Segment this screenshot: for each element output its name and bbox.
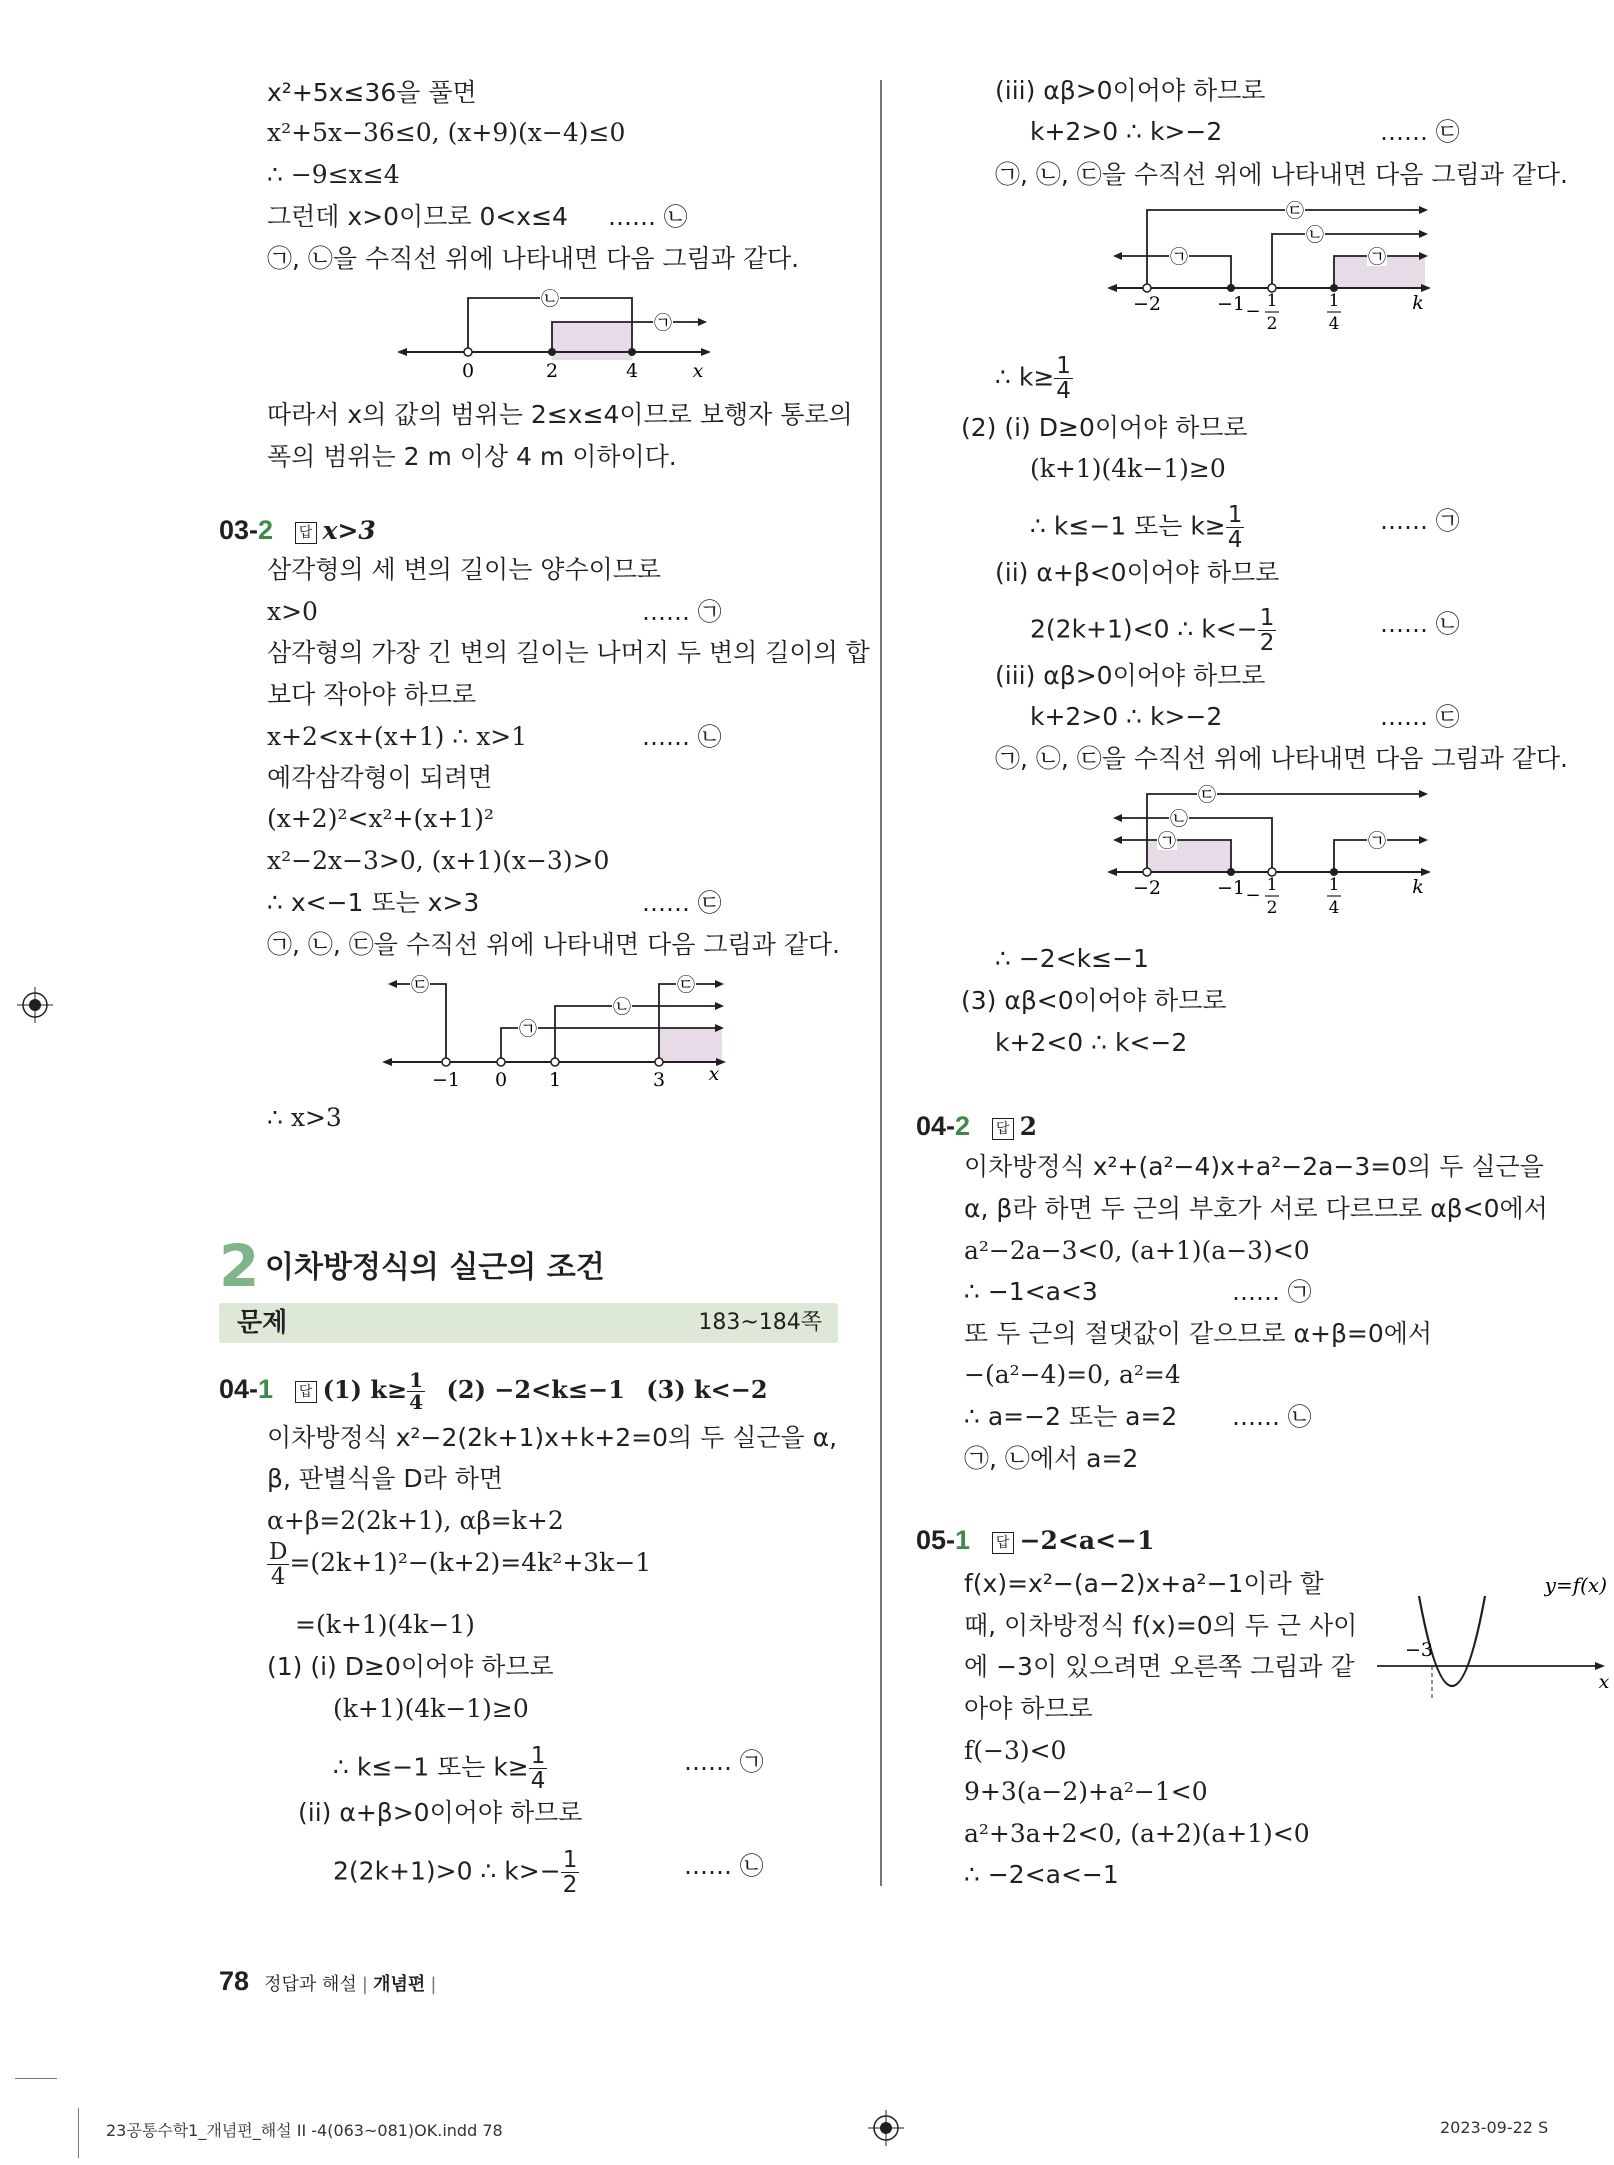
closed-point	[1227, 868, 1235, 876]
problem-number-prefix: 03-	[219, 515, 259, 545]
tick-label: 3	[652, 1069, 666, 1091]
range-label: ㉠	[1158, 831, 1176, 852]
arrow-head	[715, 1002, 724, 1010]
open-point	[655, 1058, 663, 1066]
text-line: ∴ x<−1 또는 x>3	[267, 888, 480, 917]
print-date: 2023-09-22 S	[1440, 2118, 1549, 2137]
text-line: ∴ −1<a<3	[964, 1277, 1098, 1306]
arrow-head	[388, 980, 397, 988]
range-label: ㉡	[613, 997, 631, 1018]
text-line: ∴ −2<k≤−1	[995, 944, 1149, 973]
shaded-region	[552, 322, 632, 360]
equation-text: ∴ k≥	[995, 362, 1055, 392]
banner-pages: 183~184쪽	[698, 1310, 822, 1335]
fraction-numerator: 1	[1227, 502, 1243, 528]
problem-number-03-2	[219, 514, 376, 547]
closed-point	[1227, 284, 1235, 292]
axis-right-arrow	[701, 348, 711, 356]
crop-mark	[78, 2108, 79, 2158]
text-line: 에 −3이 있으려면 오른쪽 그림과 같	[964, 1652, 1355, 1681]
range-label: ㉡	[1170, 809, 1188, 830]
tick-label-minus: −	[1245, 301, 1261, 322]
section-title: 이차방정식의 실근의 조건	[265, 1250, 605, 1285]
range-label: ㉡	[541, 289, 559, 310]
fraction	[561, 1848, 580, 1897]
print-file-info: 23공통수학1_개념편_해설 II -4(063~081)OK.indd 78	[106, 2121, 503, 2140]
axis-variable: x	[1598, 1671, 1610, 1693]
tick-label: 1	[548, 1069, 562, 1091]
arrow-head	[1113, 836, 1122, 844]
tick-label: 4	[625, 360, 639, 382]
text-line: ㉠, ㉡을 수직선 위에 나타내면 다음 그림과 같다.	[267, 244, 800, 273]
text-line: (x+2)²<x²+(x+1)²	[267, 804, 494, 833]
axis-right-arrow	[1421, 284, 1431, 292]
axis-variable: x	[692, 360, 704, 382]
text-line: 그런데 x>0이므로 0<x≤4	[267, 202, 568, 231]
range-label: ㉠	[519, 1019, 537, 1040]
text-line: (2) (i) D≥0이어야 하므로	[961, 413, 1248, 442]
tick-label-denominator: 4	[1328, 898, 1340, 918]
fraction-denominator: 2	[1259, 630, 1275, 657]
range-label: ㉡	[1306, 225, 1324, 246]
page-footer	[219, 1966, 436, 1997]
text-line: (iii) αβ>0이어야 하므로	[995, 76, 1266, 105]
text-line: x²−2x−3>0, (x+1)(x−3)>0	[267, 846, 610, 875]
answer-box-icon: 답	[295, 1381, 317, 1403]
closed-point	[628, 348, 636, 356]
tick-label-denominator: 2	[1266, 314, 1278, 334]
equation-text: 2(2k+1)<0 ∴ k<−	[1030, 614, 1258, 644]
text-line: f(−3)<0	[964, 1736, 1067, 1765]
axis-left-arrow	[1107, 284, 1117, 292]
fraction	[1226, 503, 1245, 552]
text-line: 때, 이차방정식 f(x)=0의 두 근 사이	[964, 1611, 1358, 1640]
problem-number-suffix: 2	[258, 515, 274, 545]
footer-book: 개념편	[373, 1974, 426, 1995]
equation-marker: …… ㉠	[684, 1748, 764, 1776]
range-label: ㉢	[677, 975, 695, 996]
text-line: k+2>0 ∴ k>−2	[1030, 702, 1223, 731]
tick-label-numerator: 1	[1266, 875, 1278, 895]
text-line: f(x)=x²−(a−2)x+a²−1이라 할	[964, 1569, 1324, 1598]
axis-arrow	[1595, 1662, 1605, 1670]
text-line: 예각삼각형이 되려면	[267, 763, 493, 792]
text-line: 폭의 범위는 2 m 이상 4 m 이하이다.	[267, 442, 677, 471]
footer-title: 정답과 해설	[264, 1974, 357, 1995]
banner-label: 문제	[237, 1308, 288, 1338]
number-line-figure-2	[380, 970, 730, 1092]
text-line: (1) (i) D≥0이어야 하므로	[267, 1652, 554, 1681]
range-label: ㉢	[1198, 785, 1216, 806]
shaded-region	[659, 1028, 722, 1062]
text-line: ∴ −9≤x≤4	[267, 160, 400, 189]
fraction	[407, 1370, 425, 1413]
column-divider	[880, 80, 882, 1886]
text-line: 이차방정식 x²+(a²−4)x+a²−2a−3=0의 두 실근을	[964, 1152, 1544, 1181]
tick-label: 0	[494, 1069, 508, 1091]
text-line: a²+3a+2<0, (a+2)(a+1)<0	[964, 1819, 1310, 1848]
open-point	[1143, 868, 1151, 876]
equation-marker: …… ㉡	[608, 203, 688, 231]
fraction-denominator: 4	[530, 1768, 546, 1795]
range-label: ㉠	[1170, 247, 1188, 268]
answer-text: (1) k≥	[322, 1375, 408, 1404]
problem-number-04-1	[219, 1370, 768, 1413]
text-line: x²+5x−36≤0, (x+9)(x−4)≤0	[267, 118, 626, 147]
equation-marker: …… ㉠	[1232, 1278, 1312, 1306]
problem-banner	[219, 1303, 838, 1343]
tick-label-numerator: 1	[1266, 291, 1278, 311]
arrow-head	[698, 318, 707, 326]
axis-left-arrow	[397, 348, 407, 356]
tick-label: −2	[1132, 877, 1162, 899]
text-line	[1030, 503, 1244, 552]
fraction	[529, 1744, 548, 1793]
text-line: 따라서 x의 값의 범위는 2≤x≤4이므로 보행자 통로의	[267, 400, 853, 429]
text-line	[267, 1540, 651, 1589]
arrow-head	[1419, 790, 1428, 798]
text-line: −(a²−4)=0, a²=4	[964, 1360, 1181, 1389]
answer-box-icon: 답	[992, 1532, 1014, 1554]
range-label: ㉠	[1368, 247, 1386, 268]
fraction-denominator: 4	[409, 1390, 424, 1414]
answer-box-icon: 답	[295, 522, 317, 544]
registration-mark-icon	[868, 2110, 904, 2146]
fraction-numerator: 1	[1056, 353, 1071, 379]
text-line: ㉠, ㉡, ㉢을 수직선 위에 나타내면 다음 그림과 같다.	[267, 930, 840, 959]
fraction-denominator: 4	[1056, 378, 1071, 405]
text-line: ㉠, ㉡, ㉢을 수직선 위에 나타내면 다음 그림과 같다.	[995, 744, 1568, 773]
answer-part-2: (2) −2<k≤−1	[446, 1375, 625, 1404]
axis-variable: x	[708, 1063, 720, 1085]
arrow-head	[715, 980, 724, 988]
text-line: 또 두 근의 절댓값이 같으므로 α+β=0에서	[964, 1319, 1433, 1348]
text-line: (3) αβ<0이어야 하므로	[961, 986, 1227, 1015]
text-line: 아야 하므로	[964, 1694, 1093, 1723]
tick-label: −1	[1216, 293, 1246, 315]
equation-marker: …… ㉡	[1380, 610, 1460, 638]
crop-mark	[15, 2078, 57, 2079]
problem-number-suffix: 1	[955, 1525, 971, 1555]
range-label: ㉢	[411, 975, 429, 996]
equation-marker: …… ㉡	[1232, 1403, 1312, 1431]
open-point	[551, 1058, 559, 1066]
arrow-head	[1419, 836, 1428, 844]
text-line: x²+5x≤36을 풀면	[267, 78, 477, 107]
text-line: k+2>0 ∴ k>−2	[1030, 117, 1223, 146]
equation-marker: …… ㉠	[1380, 507, 1460, 535]
text-line: ∴ x>3	[267, 1103, 342, 1132]
problem-number-prefix: 04-	[916, 1111, 956, 1141]
text-line: 삼각형의 가장 긴 변의 길이는 나머지 두 변의 길이의 합	[267, 638, 870, 667]
text-line	[333, 1848, 579, 1897]
problem-number-04-2	[916, 1110, 1037, 1143]
text-line: (k+1)(4k−1)≥0	[1030, 454, 1226, 483]
text-line: 이차방정식 x²−2(2k+1)x+k+2=0의 두 실근을 α,	[267, 1423, 838, 1452]
text-line	[995, 354, 1073, 403]
answer: −2<a<−1	[1019, 1526, 1155, 1555]
fraction-numerator: 1	[1259, 605, 1275, 631]
registration-mark-icon	[17, 987, 53, 1023]
equation-text: ∴ k≤−1 또는 k≥	[1030, 511, 1226, 541]
equation-marker: …… ㉢	[642, 889, 722, 917]
closed-point	[548, 348, 556, 356]
text-line: (ii) α+β<0이어야 하므로	[995, 558, 1280, 587]
text-line: ∴ −2<a<−1	[964, 1860, 1119, 1889]
equation-marker: …… ㉢	[1380, 118, 1460, 146]
text-line: (k+1)(4k−1)≥0	[333, 1694, 529, 1723]
open-point	[442, 1058, 450, 1066]
text-line: ㉠, ㉡, ㉢을 수직선 위에 나타내면 다음 그림과 같다.	[995, 160, 1568, 189]
text-line: 삼각형의 세 변의 길이는 양수이므로	[267, 555, 662, 584]
text-line: x+2<x+(x+1) ∴ x>1	[267, 722, 528, 751]
range-label: ㉠	[1368, 831, 1386, 852]
equation-marker: …… ㉢	[1380, 703, 1460, 731]
tick-label-numerator: 1	[1328, 291, 1340, 311]
text-line: β, 판별식을 D라 하면	[267, 1464, 504, 1493]
footer-separator: |	[430, 1974, 437, 1995]
axis-left-arrow	[1107, 868, 1117, 876]
problem-number-suffix: 1	[258, 1374, 274, 1404]
axis-right-arrow	[1421, 868, 1431, 876]
fraction-denominator: 2	[562, 1872, 578, 1899]
text-line: =(k+1)(4k−1)	[295, 1610, 475, 1639]
text-line: 보다 작아야 하므로	[267, 680, 477, 709]
text-line: (ii) α+β>0이어야 하므로	[298, 1798, 583, 1827]
tick-label-denominator: 4	[1328, 314, 1340, 334]
tick-label: −2	[1132, 293, 1162, 315]
equation-text: =(2k+1)²−(k+2)=4k²+3k−1	[289, 1548, 652, 1578]
open-point	[1143, 284, 1151, 292]
fraction	[267, 1540, 289, 1589]
answer: 2	[1019, 1112, 1037, 1141]
tick-label-minus: −	[1245, 885, 1261, 906]
fraction	[1258, 606, 1277, 655]
answer-part-3: (3) k<−2	[646, 1375, 768, 1404]
tick-label: 0	[461, 360, 475, 382]
axis-left-arrow	[382, 1058, 392, 1066]
axis-variable: k	[1412, 292, 1424, 314]
text-line	[333, 1744, 547, 1793]
equation-marker: …… ㉡	[684, 1852, 764, 1880]
text-line: (iii) αβ>0이어야 하므로	[995, 661, 1266, 690]
fraction-denominator: 4	[1227, 527, 1243, 554]
problem-number-05-1	[916, 1524, 1154, 1557]
range-label: ㉠	[654, 313, 672, 334]
parabola-graph	[1375, 1560, 1614, 1710]
arrow-head	[1113, 814, 1122, 822]
range-label: ㉢	[1286, 201, 1304, 222]
problem-number-suffix: 2	[955, 1111, 971, 1141]
footer-separator: |	[361, 1974, 368, 1995]
answer: x>3	[322, 516, 376, 545]
fraction-numerator: 1	[409, 1368, 424, 1392]
tick-label: −1	[431, 1069, 461, 1091]
fraction	[1054, 354, 1073, 403]
page-number: 78	[219, 1966, 250, 1996]
text-line: x>0	[267, 597, 318, 626]
fraction-numerator: 1	[562, 1847, 578, 1873]
equation-marker: …… ㉡	[642, 723, 722, 751]
open-point	[497, 1058, 505, 1066]
number-line-figure-1	[395, 284, 715, 384]
text-line: ㉠, ㉡에서 a=2	[964, 1444, 1139, 1473]
section-number: 2	[219, 1232, 260, 1300]
number-line-figure-4	[1105, 784, 1435, 924]
fraction-denominator: 4	[270, 1564, 286, 1591]
text-line: ∴ a=−2 또는 a=2	[964, 1402, 1178, 1431]
fraction-numerator: 1	[530, 1743, 546, 1769]
open-point	[464, 348, 472, 356]
arrow-head	[1113, 252, 1122, 260]
text-line: α+β=2(2k+1), αβ=k+2	[267, 1506, 564, 1535]
text-line: 9+3(a−2)+a²−1<0	[964, 1777, 1208, 1806]
function-label: y=f(x)	[1544, 1573, 1607, 1597]
axis-variable: k	[1412, 876, 1424, 898]
tick-label-denominator: 2	[1266, 898, 1278, 918]
tick-label: −3	[1404, 1639, 1434, 1661]
equation-text: ∴ k≤−1 또는 k≥	[333, 1752, 529, 1782]
text-line: α, β라 하면 두 근의 부호가 서로 다르므로 αβ<0에서	[964, 1194, 1548, 1223]
number-line-figure-3	[1105, 200, 1435, 340]
equation-marker: …… ㉠	[642, 598, 722, 626]
tick-label: 2	[545, 360, 559, 382]
fraction-numerator: D	[269, 1539, 288, 1565]
tick-label-numerator: 1	[1328, 875, 1340, 895]
text-line	[1030, 606, 1276, 655]
problem-number-prefix: 05-	[916, 1525, 956, 1555]
problem-number-prefix: 04-	[219, 1374, 259, 1404]
arrow-head	[1419, 230, 1428, 238]
text-line: a²−2a−3<0, (a+1)(a−3)<0	[964, 1236, 1310, 1265]
text-line: k+2<0 ∴ k<−2	[995, 1028, 1188, 1057]
tick-label: −1	[1216, 877, 1246, 899]
answer-part-1	[322, 1368, 425, 1414]
equation-text: 2(2k+1)>0 ∴ k>−	[333, 1856, 561, 1886]
answer-box-icon: 답	[992, 1118, 1014, 1140]
arrow-head	[1419, 206, 1428, 214]
